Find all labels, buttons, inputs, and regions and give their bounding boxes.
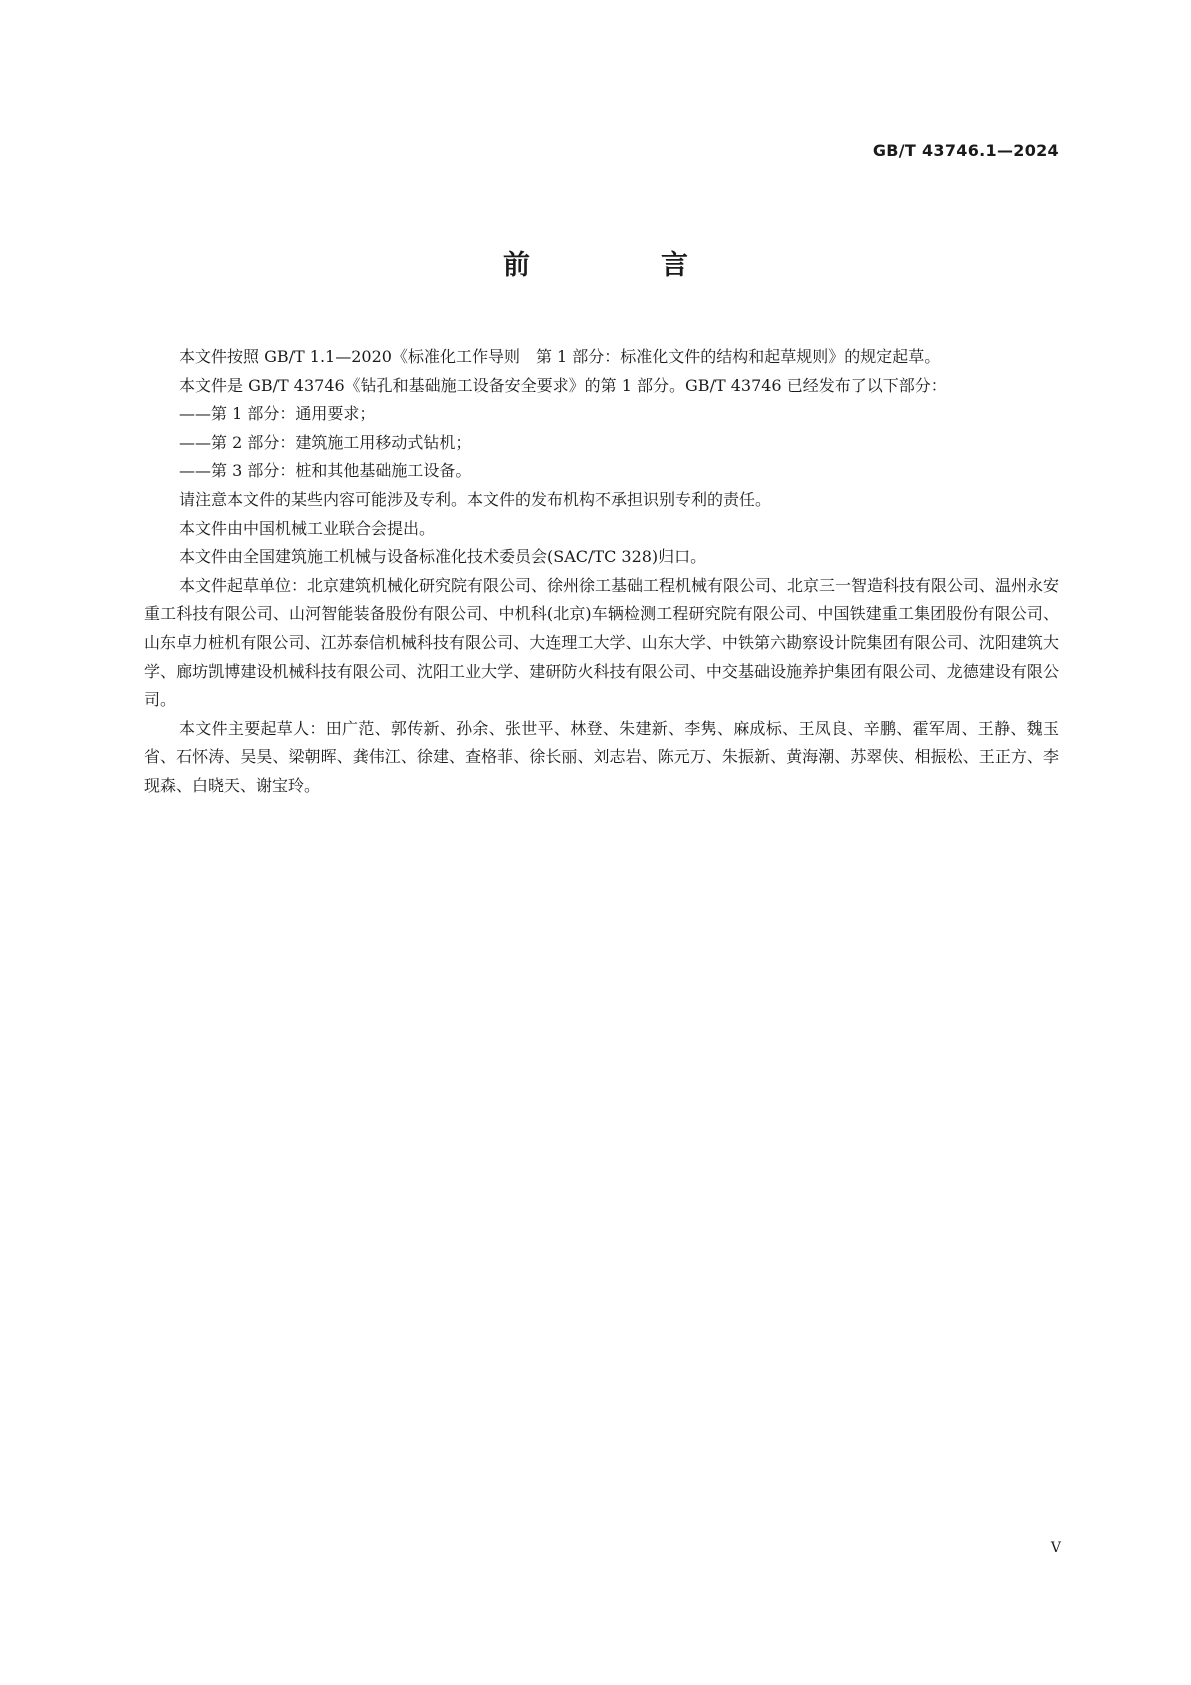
page-number: V (1050, 1540, 1061, 1556)
document-body (144, 343, 1059, 801)
paragraph-patent-notice: 请注意本文件的某些内容可能涉及专利。本文件的发布机构不承担识别专利的责任。 (179, 489, 772, 509)
paragraph-technical-committee: 本文件由全国建筑施工机械与设备标准化技术委员会(SAC/TC 328)归口。 (179, 547, 707, 567)
list-item-part-2: ——第 2 部分：建筑施工用移动式钻机； (179, 432, 472, 452)
paragraph-proposer: 本文件由中国机械工业联合会提出。 (179, 518, 436, 538)
page-title: 前 言 (503, 250, 740, 281)
paragraph-series-intro: 本文件是 GB/T 43746《钻孔和基础施工设备安全要求》的第 1 部分。GB/T 43746 已经发布了以下部分： (179, 375, 947, 395)
paragraph-drafters: 本文件主要起草人：田广范、郭传新、孙余、张世平、林登、朱建新、李隽、麻成标、王凤良、辛鹏、霍军周、王静、魏玉省、石怀涛、吴昊、梁朝晖、龚伟江、徐建、查格菲、徐长丽、刘志岩、陈元万、朱振新、黄海潮、苏翠侠、相振松、王正方、李现森、白晓天、谢宝玲。 (144, 718, 1059, 795)
list-item-part-1: ——第 1 部分：通用要求； (179, 404, 376, 424)
paragraph-drafting-units: 本文件起草单位：北京建筑机械化研究院有限公司、徐州徐工基础工程机械有限公司、北京三一智造科技有限公司、温州永安重工科技有限公司、山河智能装备股份有限公司、中机科(北京)车辆检测工程研究院有限公司、中国铁建重工集团股份有限公司、山东卓力桩机有限公司、江苏泰信机械科技有限公司、大连理工大学、山东大学、中铁第六勘察设计院集团有限公司、沈阳建筑大学、廊坊凯博建设机械科技有限公司、沈阳工业大学、建研防火科技有限公司、中交基础设施养护集团有限公司、龙德建设有限公司。 (144, 575, 1060, 710)
standard-code: GB/T 43746.1—2024 (872, 141, 1059, 160)
paragraph-drafting-rules: 本文件按照 GB/T 1.1—2020《标准化工作导则 第 1 部分：标准化文件的结构和起草规则》的规定起草。 (179, 347, 941, 366)
list-item-part-3: ——第 3 部分：桩和其他基础施工设备。 (179, 461, 472, 481)
